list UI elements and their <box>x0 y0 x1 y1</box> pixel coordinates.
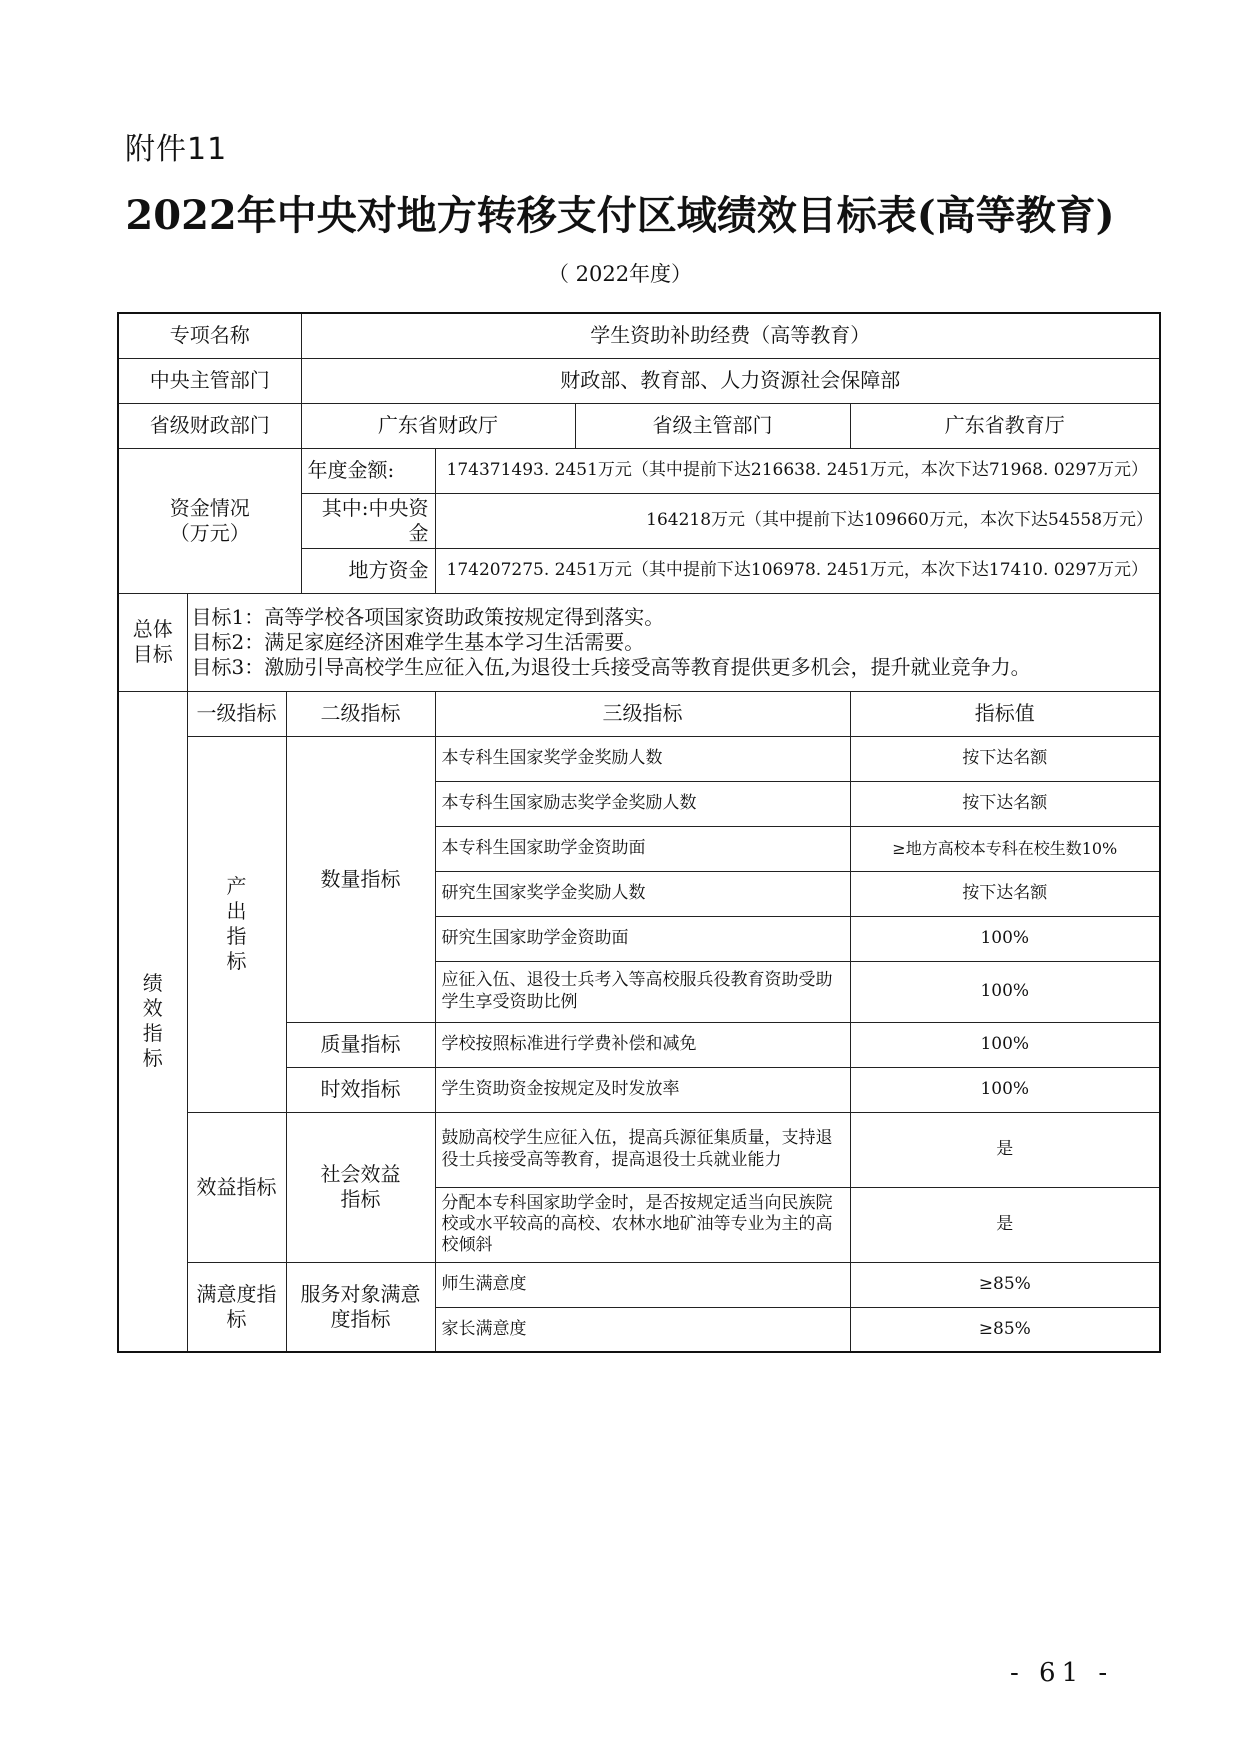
project-name-label: 专项名称 <box>118 313 301 358</box>
perf-label-char: 标 <box>142 1046 163 1071</box>
output-label-char: 指 <box>226 924 247 948</box>
header-level3: 三级指标 <box>435 691 850 736</box>
indicator-cell: 分配本专科国家助学金时，是否按规定适当向民族院校或水平较高的高校、农林水地矿油等专业为主的高校倾斜 <box>435 1187 850 1262</box>
goals-label-line1: 总体 <box>132 617 173 641</box>
header-value: 指标值 <box>850 691 1160 736</box>
performance-indicators-label <box>118 691 187 1352</box>
performance-target-table <box>117 312 1161 1353</box>
indicator-value: 100% <box>850 1022 1160 1067</box>
attachment-label: 附件11 <box>125 132 228 167</box>
perf-label-char: 效 <box>142 996 163 1021</box>
output-label-char: 产 <box>226 874 247 898</box>
indicator-cell: 本专科生国家奖学金奖励人数 <box>435 736 850 781</box>
social-benefit-label <box>286 1112 435 1262</box>
goal-3: 目标3：激励引导高校学生应征入伍,为退役士兵接受高等教育提供更多机会，提升就业竞争力。 <box>191 654 1031 679</box>
local-funds-value: 174207275. 2451万元（其中提前下达106978. 2451万元，本次下达17410. 0297万元） <box>435 548 1160 593</box>
header-level2: 二级指标 <box>286 691 435 736</box>
social-label-line1: 社会效益 <box>320 1162 401 1186</box>
central-dept-label: 中央主管部门 <box>118 358 301 403</box>
local-funds-label: 地方资金 <box>301 548 435 593</box>
indicator-cell: 学校按照标准进行学费补偿和减免 <box>435 1022 850 1067</box>
header-level1: 一级指标 <box>187 691 286 736</box>
timeliness-indicators-label: 时效指标 <box>286 1067 435 1112</box>
funds-label-line1: 资金情况 <box>169 495 250 520</box>
provincial-admin-value: 广东省教育厅 <box>850 403 1160 448</box>
indicator-value: 100% <box>850 1067 1160 1112</box>
document-title: 2022年中央对地方转移支付区域绩效目标表(高等教育) <box>125 192 1115 239</box>
central-funds-value: 164218万元（其中提前下达109660万元，本次下达54558万元） <box>435 493 1160 548</box>
service-satisfaction-label <box>286 1262 435 1352</box>
provincial-finance-value: 广东省财政厅 <box>301 403 575 448</box>
indicator-value: 100% <box>850 916 1160 961</box>
indicator-value: 100% <box>850 961 1160 1022</box>
quality-indicators-label: 质量指标 <box>286 1022 435 1067</box>
page-number: - 61 - <box>1010 1658 1114 1688</box>
output-indicators-label <box>187 736 286 1112</box>
goals-label-line2: 目标 <box>132 642 173 666</box>
funds-label <box>118 448 301 593</box>
output-label-char: 出 <box>226 899 247 923</box>
provincial-admin-label: 省级主管部门 <box>575 403 850 448</box>
indicator-value: 是 <box>850 1112 1160 1187</box>
indicator-value: 按下达名额 <box>850 871 1160 916</box>
annual-amount-value: 174371493. 2451万元（其中提前下达216638. 2451万元，本次下达71968. 0297万元） <box>435 448 1160 493</box>
funds-label-line2: （万元） <box>169 520 250 545</box>
indicator-value: 按下达名额 <box>850 781 1160 826</box>
service-label-line2: 度指标 <box>330 1306 391 1331</box>
benefit-indicators-label: 效益指标 <box>187 1112 286 1262</box>
satisfaction-label-line1: 满意度指 <box>196 1281 277 1306</box>
indicator-cell: 应征入伍、退役士兵考入等高校服兵役教育资助受助学生享受资助比例 <box>435 961 850 1022</box>
provincial-finance-label: 省级财政部门 <box>118 403 301 448</box>
satisfaction-indicators-label <box>187 1262 286 1352</box>
satisfaction-label-line2: 标 <box>226 1306 247 1331</box>
indicator-value: ≥85% <box>850 1262 1160 1307</box>
project-name-value: 学生资助补助经费（高等教育） <box>301 313 1160 358</box>
social-label-line2: 指标 <box>340 1187 381 1211</box>
overall-goals-label <box>118 593 187 691</box>
indicator-cell: 家长满意度 <box>435 1307 850 1352</box>
indicator-cell: 师生满意度 <box>435 1262 850 1307</box>
goal-2: 目标2：满足家庭经济困难学生基本学习生活需要。 <box>191 629 645 654</box>
indicator-value: 是 <box>850 1187 1160 1262</box>
indicator-value: ≥地方高校本专科在校生数10% <box>850 826 1160 871</box>
service-label-line1: 服务对象满意 <box>300 1281 421 1306</box>
perf-label-char: 指 <box>142 1021 163 1046</box>
indicator-value: ≥85% <box>850 1307 1160 1352</box>
goal-1: 目标1：高等学校各项国家资助政策按规定得到落实。 <box>191 604 665 629</box>
indicator-value: 按下达名额 <box>850 736 1160 781</box>
quantity-indicators-label: 数量指标 <box>286 736 435 1022</box>
indicator-cell: 鼓励高校学生应征入伍，提高兵源征集质量，支持退役士兵接受高等教育，提高退役士兵就业能力 <box>435 1112 850 1187</box>
perf-label-char: 绩 <box>142 971 163 996</box>
output-label-char: 标 <box>226 949 247 973</box>
central-funds-label: 其中:中央资金 <box>301 493 435 548</box>
indicator-cell: 学生资助资金按规定及时发放率 <box>435 1067 850 1112</box>
annual-amount-label: 年度金额: <box>301 448 435 493</box>
central-dept-value: 财政部、教育部、人力资源社会保障部 <box>301 358 1160 403</box>
indicator-cell: 本专科生国家助学金资助面 <box>435 826 850 871</box>
overall-goals-text <box>187 593 1160 691</box>
document-year: （ 2022年度） <box>547 262 693 286</box>
indicator-cell: 本专科生国家励志奖学金奖励人数 <box>435 781 850 826</box>
indicator-cell: 研究生国家奖学金奖励人数 <box>435 871 850 916</box>
indicator-cell: 研究生国家助学金资助面 <box>435 916 850 961</box>
